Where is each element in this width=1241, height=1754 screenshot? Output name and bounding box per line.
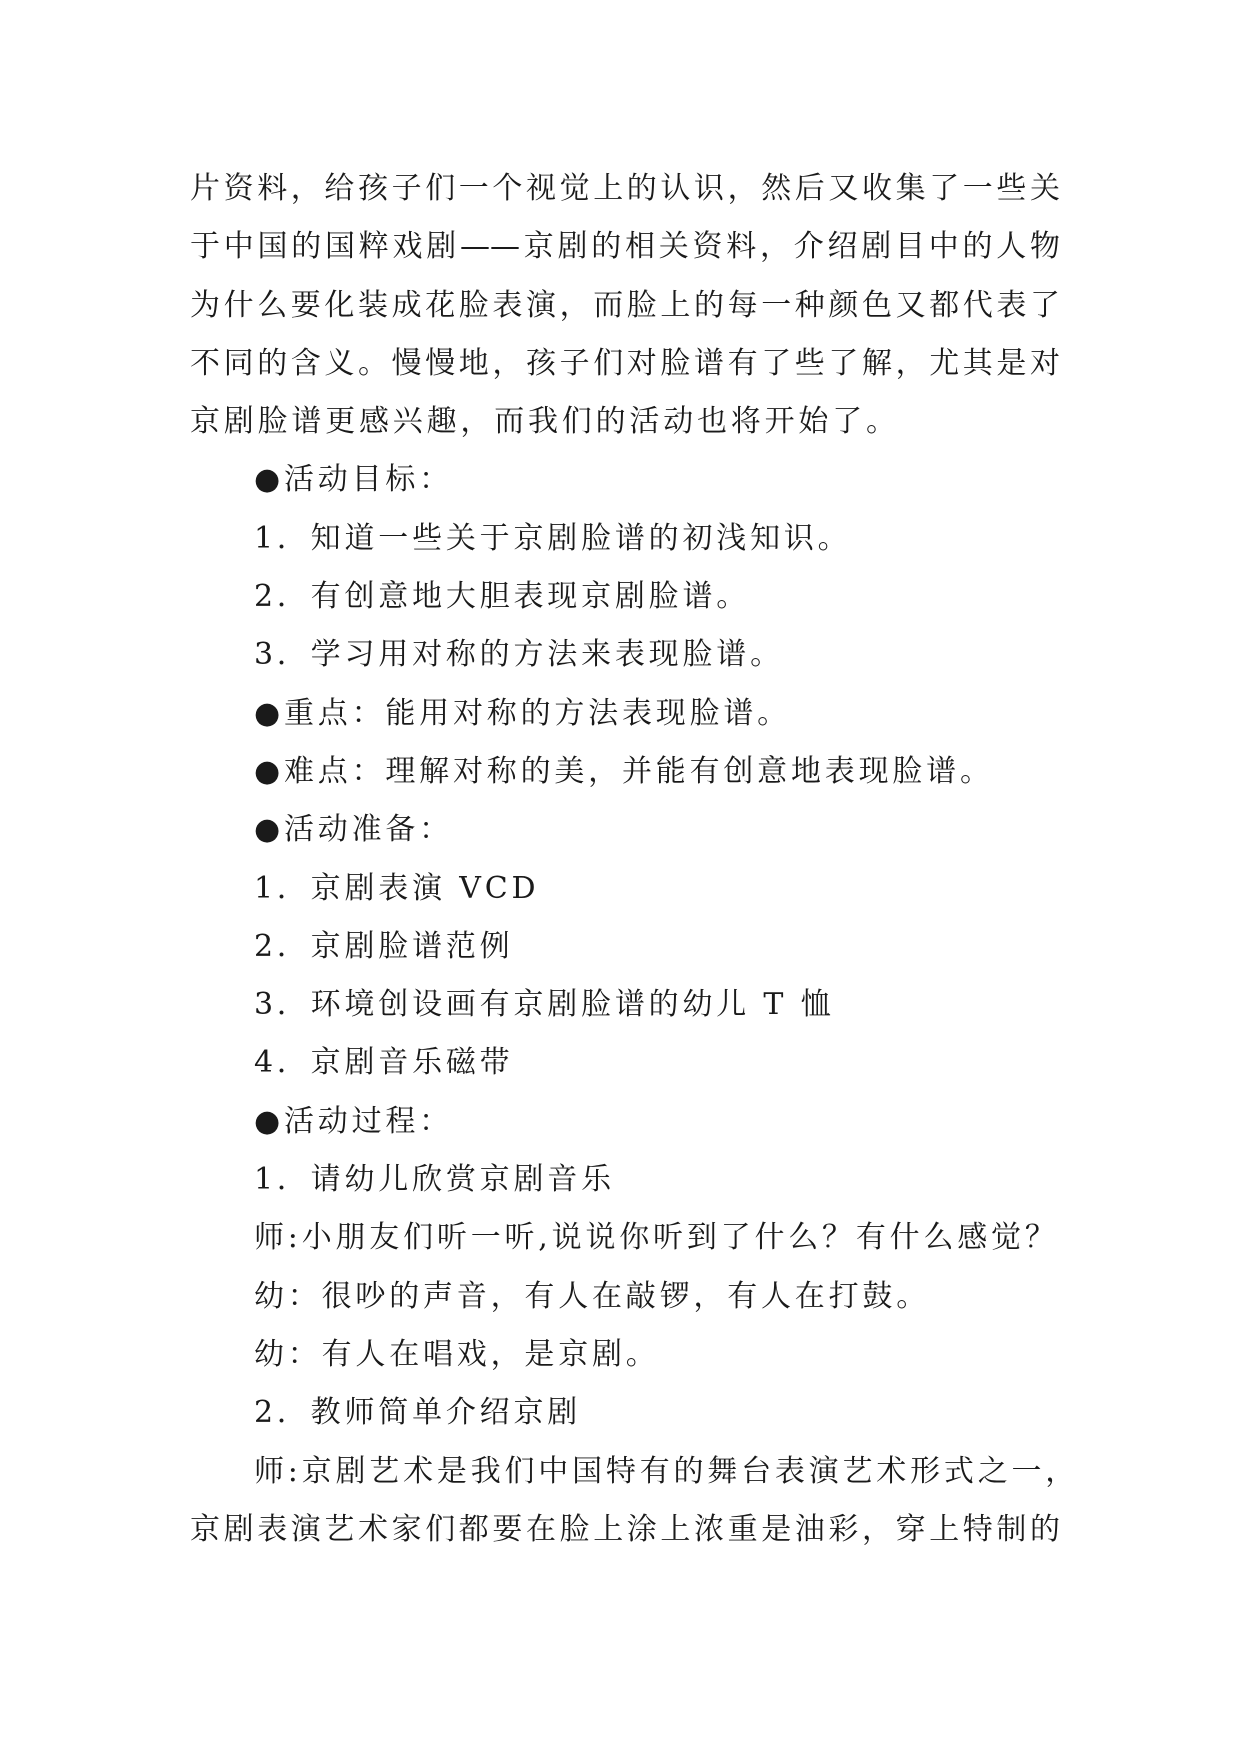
prep-item: 3．环境创设画有京剧脸谱的幼儿 T 恤 — [254, 987, 835, 1023]
goal-item: 2．有创意地大胆表现京剧脸谱。 — [254, 579, 751, 615]
intro-line: 不同的含义。慢慢地，孩子们对脸谱有了些了解，尤其是对 — [190, 345, 1060, 381]
prep-heading: ●活动准备： — [254, 812, 453, 848]
goals-heading: ●活动目标： — [254, 462, 453, 498]
intro-line: 片资料，给孩子们一个视觉上的认识，然后又收集了一些关 — [190, 171, 1060, 206]
final-line: 京剧表演艺术家们都要在脸上涂上浓重是油彩，穿上特制的 — [190, 1511, 1060, 1547]
prep-item: 2．京剧脸谱范例 — [254, 928, 514, 964]
document-body — [190, 160, 1080, 1559]
goal-item: 3．学习用对称的方法来表现脸谱。 — [254, 637, 784, 673]
dialogue-line: 幼：很吵的声音，有人在敲锣，有人在打鼓。 — [254, 1278, 930, 1314]
key-point: ●重点：能用对称的方法表现脸谱。 — [254, 695, 791, 731]
goal-item: 1．知道一些关于京剧脸谱的初浅知识。 — [254, 520, 852, 556]
intro-line: 京剧脸谱更感兴趣，而我们的活动也将开始了。 — [190, 404, 900, 440]
dialogue-line: 师:小朋友们听一听,说说你听到了什么？有什么感觉？ — [254, 1220, 1059, 1256]
prep-item: 1．京剧表演 VCD — [254, 870, 540, 906]
process-heading: ●活动过程： — [254, 1103, 453, 1139]
process-step: 2．教师简单介绍京剧 — [254, 1395, 582, 1431]
prep-item: 4．京剧音乐磁带 — [254, 1045, 514, 1081]
process-step: 1．请幼儿欣赏京剧音乐 — [254, 1162, 615, 1198]
intro-line: 为什么要化装成花脸表演，而脸上的每一种颜色又都代表了 — [190, 287, 1060, 323]
final-line: 师:京剧艺术是我们中国特有的舞台表演艺术形式之一， — [254, 1453, 1080, 1489]
dialogue-line: 幼：有人在唱戏，是京剧。 — [254, 1336, 660, 1372]
intro-line: 于中国的国粹戏剧——京剧的相关资料，介绍剧目中的人物 — [190, 229, 1060, 265]
difficulty-point: ●难点：理解对称的美，并能有创意地表现脸谱。 — [254, 753, 994, 789]
